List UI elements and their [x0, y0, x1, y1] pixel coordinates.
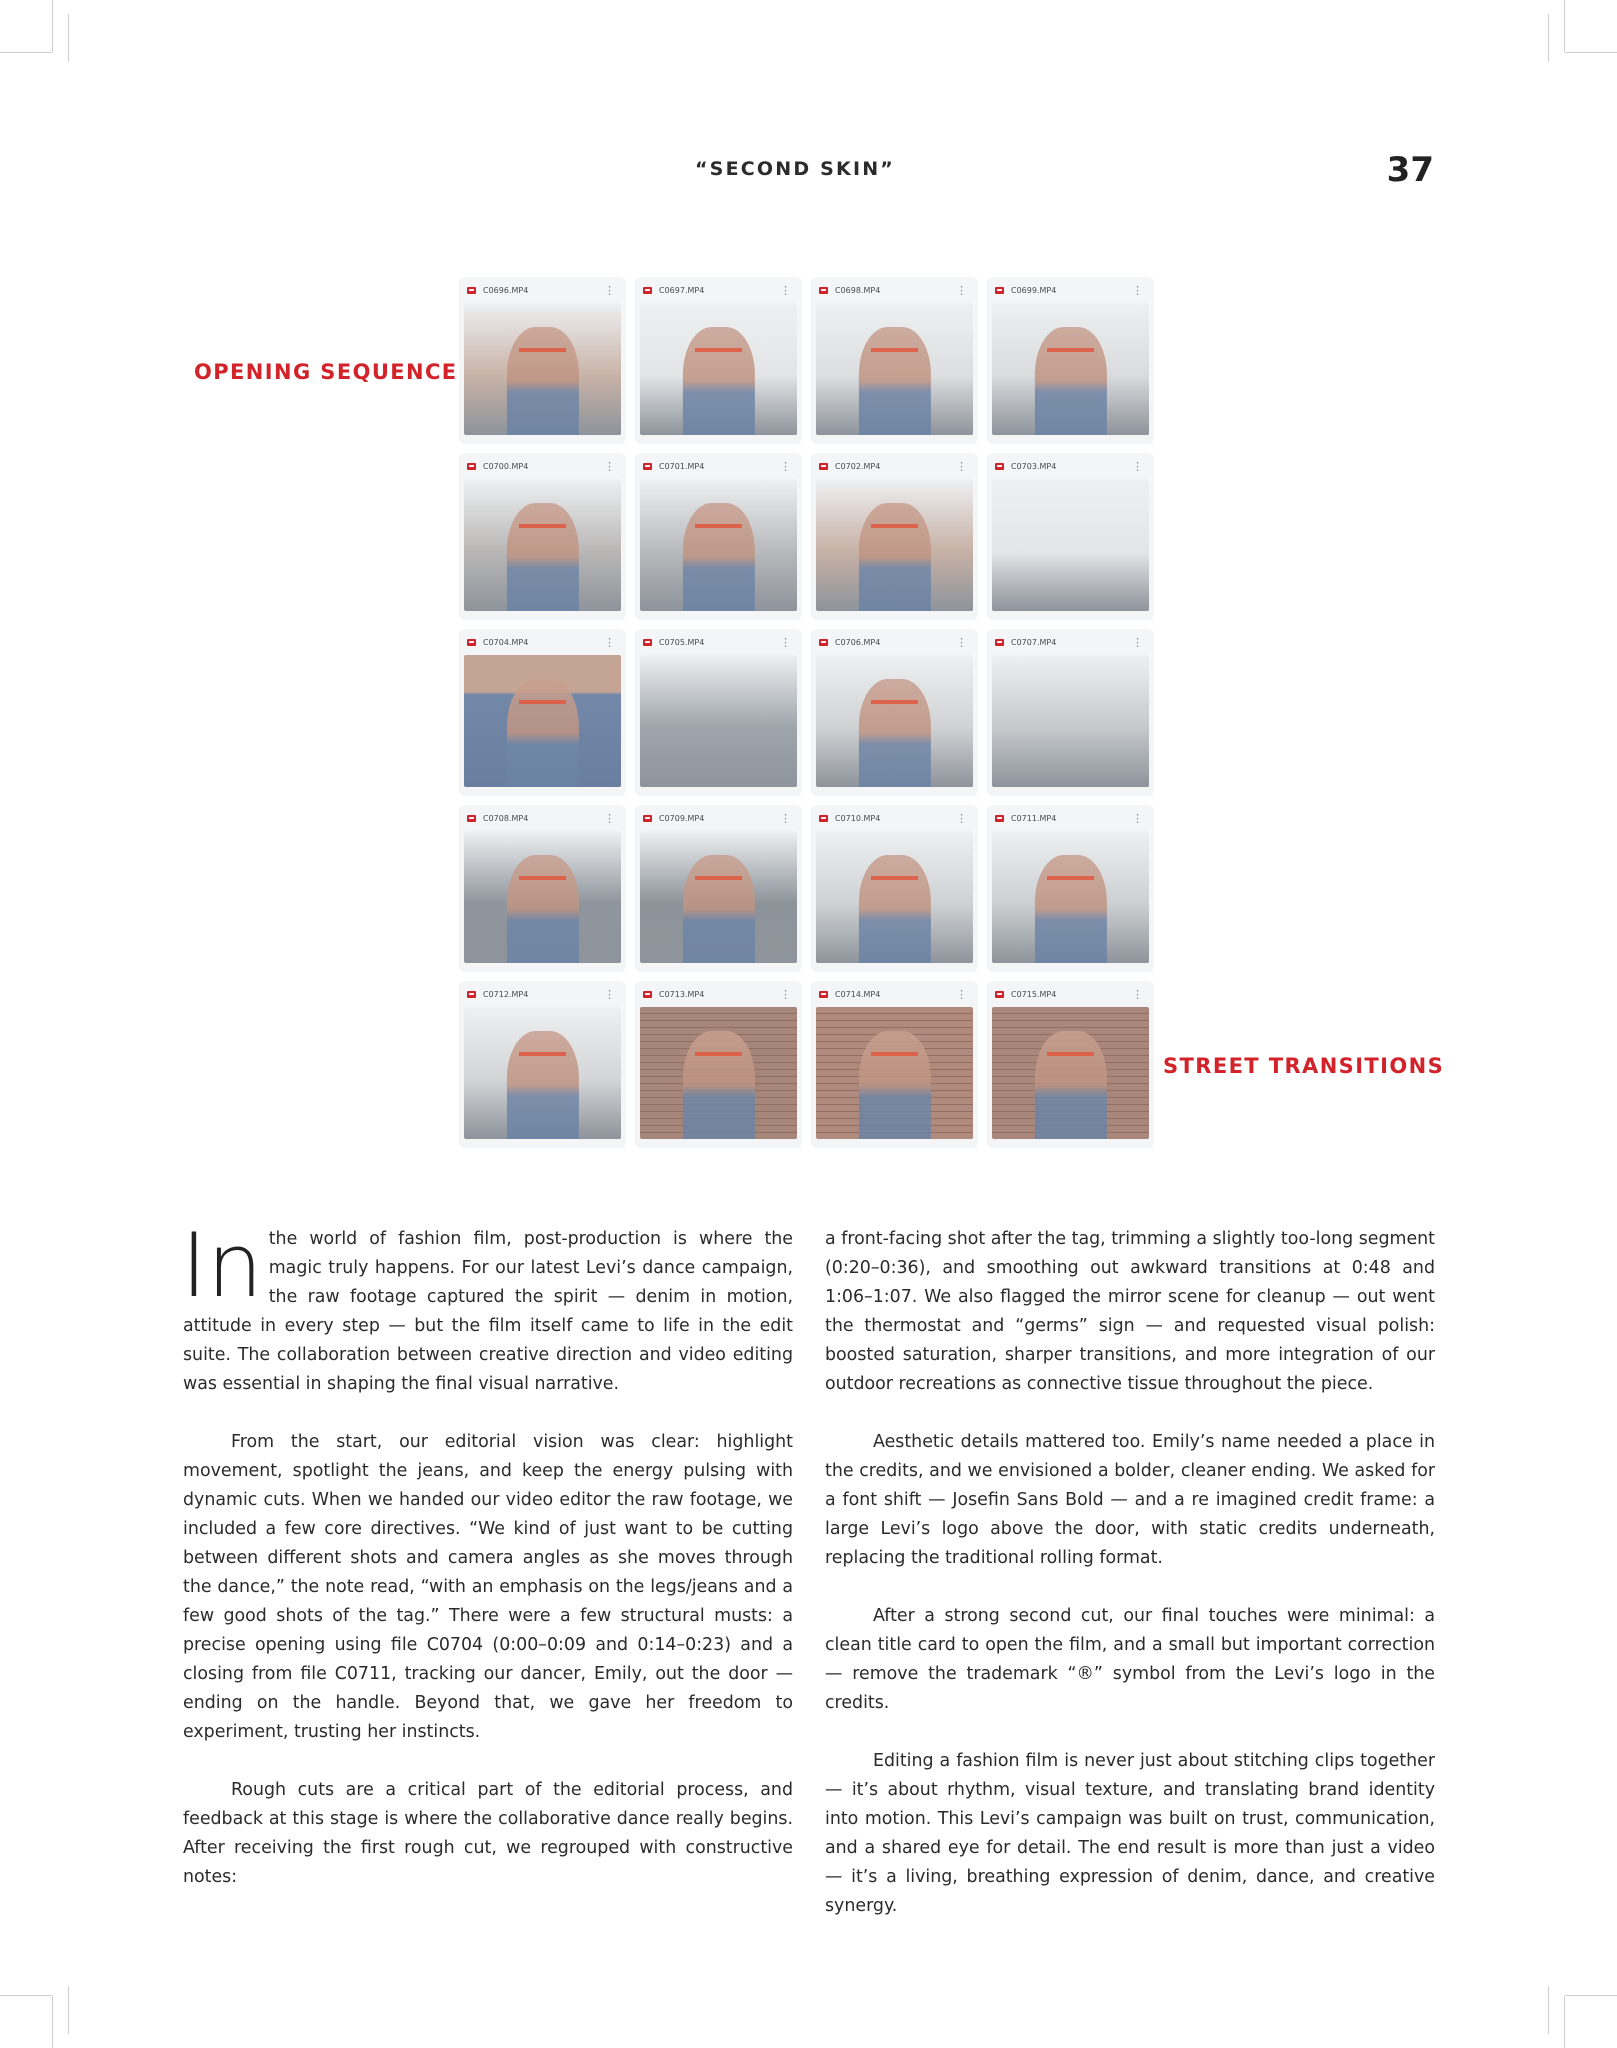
video-file-icon	[643, 463, 652, 470]
clip-filename: C0709.MP4	[659, 813, 705, 823]
dancer-figure	[1034, 327, 1106, 435]
video-file-icon	[995, 287, 1004, 294]
clip-tile-header	[816, 805, 973, 831]
dancer-figure	[506, 1031, 578, 1139]
clip-filename: C0701.MP4	[659, 461, 705, 471]
dancer-figure	[506, 855, 578, 963]
more-options-icon[interactable]: ⋮	[780, 811, 791, 825]
video-file-icon	[819, 991, 828, 998]
crop-mark	[1564, 1996, 1565, 2048]
crop-mark	[52, 1996, 53, 2048]
red-top-strap	[1047, 1052, 1094, 1056]
red-top-strap	[871, 876, 918, 880]
paragraph: Rough cuts are a critical part of the editorial process, and feedback at this stage is where the collaborative dance really begins. After receiving the first rough cut, we regrouped with constructive notes:	[183, 1780, 793, 1887]
clip-tile-header	[816, 629, 973, 655]
clip-tile-header	[464, 805, 621, 831]
clip-filename: C0698.MP4	[835, 285, 881, 295]
red-top-strap	[871, 348, 918, 352]
clip-filename: C0706.MP4	[835, 637, 881, 647]
clip-filename: C0703.MP4	[1011, 461, 1057, 471]
video-file-icon	[643, 287, 652, 294]
clip-filename: C0696.MP4	[483, 285, 529, 295]
clip-grid	[459, 277, 1154, 1148]
more-options-icon[interactable]: ⋮	[604, 459, 615, 473]
video-file-icon	[467, 287, 476, 294]
clip-thumbnail	[816, 1007, 973, 1139]
clip-filename: C0699.MP4	[1011, 285, 1057, 295]
dancer-figure	[858, 503, 930, 611]
clip-thumbnail	[992, 303, 1149, 435]
crop-mark	[1565, 1995, 1617, 1996]
opening-sequence-label: OPENING SEQUENCE	[194, 360, 458, 384]
clip-thumbnail	[992, 831, 1149, 963]
clip-tile-header	[464, 453, 621, 479]
video-file-icon	[643, 991, 652, 998]
dancer-figure	[506, 503, 578, 611]
clip-tile-header	[464, 981, 621, 1007]
clip-thumbnail	[816, 655, 973, 787]
clip-thumbnail	[816, 303, 973, 435]
more-options-icon[interactable]: ⋮	[956, 635, 967, 649]
more-options-icon[interactable]: ⋮	[780, 987, 791, 1001]
clip-tile[interactable]	[459, 629, 626, 796]
clip-tile-header	[640, 629, 797, 655]
crop-mark	[1564, 0, 1565, 52]
more-options-icon[interactable]: ⋮	[1132, 811, 1143, 825]
clip-tile[interactable]	[459, 277, 626, 444]
clip-thumbnail	[464, 479, 621, 611]
clip-tile-header	[464, 277, 621, 303]
more-options-icon[interactable]: ⋮	[604, 811, 615, 825]
clip-filename: C0714.MP4	[835, 989, 881, 999]
clip-filename: C0715.MP4	[1011, 989, 1057, 999]
clip-filename: C0708.MP4	[483, 813, 529, 823]
crop-mark	[52, 0, 53, 52]
clip-tile[interactable]	[987, 277, 1154, 444]
clip-tile[interactable]	[811, 981, 978, 1148]
red-top-strap	[695, 1052, 742, 1056]
clip-filename: C0712.MP4	[483, 989, 529, 999]
paragraph: Editing a fashion film is never just about stitching clips together — it’s about rhythm, visual texture, and translating brand identity into motion. This Levi’s campaign was built on trust, communication, and a shared eye for detail. The end result is more than just a video — it’s a living, breathing expression of denim, dance, and creative synergy.	[825, 1751, 1435, 1916]
clip-tile-header	[992, 629, 1149, 655]
more-options-icon[interactable]: ⋮	[1132, 459, 1143, 473]
clip-thumbnail	[816, 479, 973, 611]
clip-tile-header	[816, 453, 973, 479]
video-file-icon	[643, 815, 652, 822]
more-options-icon[interactable]: ⋮	[1132, 987, 1143, 1001]
clip-thumbnail	[464, 1007, 621, 1139]
crop-mark	[68, 1986, 69, 2034]
clip-thumbnail	[816, 831, 973, 963]
video-file-icon	[819, 287, 828, 294]
red-top-strap	[1047, 348, 1094, 352]
clip-filename: C0697.MP4	[659, 285, 705, 295]
more-options-icon[interactable]: ⋮	[956, 459, 967, 473]
video-file-icon	[819, 639, 828, 646]
clip-tile-header	[816, 981, 973, 1007]
video-file-icon	[467, 815, 476, 822]
clip-thumbnail	[464, 303, 621, 435]
clip-tile[interactable]	[811, 453, 978, 620]
clip-thumbnail	[464, 655, 621, 787]
clip-tile-header	[464, 629, 621, 655]
red-top-strap	[519, 876, 566, 880]
more-options-icon[interactable]: ⋮	[780, 459, 791, 473]
clip-filename: C0702.MP4	[835, 461, 881, 471]
clip-filename: C0711.MP4	[1011, 813, 1057, 823]
clip-thumbnail	[992, 479, 1149, 611]
clip-tile[interactable]	[459, 453, 626, 620]
paragraph: From the start, our editorial vision was clear: highlight movement, spotlight the jeans, and keep the energy pulsing with dynamic cuts. When we handed our video editor the raw footage, we included a few core directives. “We kind of just want to be cutting between different shots and camera angles as she moves through the dance,” the note read, “with an emphasis on the legs/jeans and a few good shots of the tag.” There were a few structural musts: a precise opening using file C0704 (0:00–0:09 and 0:14–0:23) and a closing from file C0711, tracking our dancer, Emily, out the door — ending on the handle. Beyond that, we gave her freedom to experiment, trusting her instincts.	[183, 1432, 793, 1742]
clip-thumbnail	[992, 1007, 1149, 1139]
crop-mark	[1548, 1986, 1549, 2034]
clip-thumbnail	[640, 831, 797, 963]
video-file-icon	[467, 463, 476, 470]
clip-thumbnail	[640, 479, 797, 611]
red-top-strap	[871, 1052, 918, 1056]
clip-tile[interactable]	[811, 629, 978, 796]
paragraph: After a strong second cut, our final touches were minimal: a clean title card to open the film, and a small but important correction — remove the trademark “®” symbol from the Levi’s logo in the credits.	[825, 1606, 1435, 1713]
paragraph-text: the world of fashion film, post-production is where the magic truly happens. For our latest Levi’s dance campaign, the raw footage captured the spirit — denim in motion, attitude in every step — but the film itself came to life in the edit suite. The collaboration between creative direction and video editing was essential in shaping the final visual narrative.	[183, 1229, 793, 1394]
clip-tile-header	[640, 805, 797, 831]
clip-tile[interactable]	[635, 805, 802, 972]
clip-tile[interactable]	[635, 629, 802, 796]
more-options-icon[interactable]: ⋮	[604, 635, 615, 649]
clip-tile[interactable]	[635, 277, 802, 444]
red-top-strap	[519, 700, 566, 704]
video-file-icon	[643, 639, 652, 646]
article-right-column	[825, 1225, 1435, 1950]
red-top-strap	[871, 700, 918, 704]
clip-thumbnail	[640, 1007, 797, 1139]
crop-mark	[1565, 52, 1617, 53]
red-top-strap	[695, 348, 742, 352]
dancer-figure	[682, 327, 754, 435]
paragraph	[181, 1214, 793, 1399]
dancer-figure	[1034, 1031, 1106, 1139]
video-file-icon	[467, 991, 476, 998]
clip-filename: C0704.MP4	[483, 637, 529, 647]
running-title: “SECOND SKIN”	[695, 158, 895, 180]
more-options-icon[interactable]: ⋮	[1132, 283, 1143, 297]
clip-thumbnail	[640, 655, 797, 787]
more-options-icon[interactable]: ⋮	[604, 283, 615, 297]
clip-tile[interactable]	[459, 805, 626, 972]
crop-mark	[0, 52, 52, 53]
video-file-icon	[819, 815, 828, 822]
clip-filename: C0713.MP4	[659, 989, 705, 999]
red-top-strap	[871, 524, 918, 528]
clip-tile[interactable]	[987, 629, 1154, 796]
more-options-icon[interactable]: ⋮	[604, 987, 615, 1001]
dancer-figure	[682, 503, 754, 611]
more-options-icon[interactable]: ⋮	[1132, 635, 1143, 649]
clip-filename: C0707.MP4	[1011, 637, 1057, 647]
clip-tile-header	[640, 453, 797, 479]
clip-tile[interactable]	[811, 805, 978, 972]
clip-tile-header	[640, 277, 797, 303]
crop-mark	[0, 1995, 52, 1996]
more-options-icon[interactable]: ⋮	[956, 283, 967, 297]
clip-filename: C0710.MP4	[835, 813, 881, 823]
clip-tile-header	[992, 981, 1149, 1007]
dancer-figure	[506, 679, 578, 787]
paragraph: Aesthetic details mattered too. Emily’s name needed a place in the credits, and we envisioned a bolder, cleaner ending. We asked for a font shift — Josefin Sans Bold — and a re imagined credit frame: a large Levi’s logo above the door, with static credits underneath, replacing the traditional rolling format.	[825, 1432, 1435, 1568]
dancer-figure	[858, 327, 930, 435]
more-options-icon[interactable]: ⋮	[956, 811, 967, 825]
clip-tile[interactable]	[811, 277, 978, 444]
dancer-figure	[1034, 855, 1106, 963]
red-top-strap	[519, 348, 566, 352]
clip-thumbnail	[992, 655, 1149, 787]
clip-tile[interactable]	[987, 805, 1154, 972]
red-top-strap	[695, 876, 742, 880]
clip-tile-header	[816, 277, 973, 303]
clip-filename: C0700.MP4	[483, 461, 529, 471]
page-number: 37	[1386, 150, 1434, 190]
dancer-figure	[858, 679, 930, 787]
dancer-figure	[858, 855, 930, 963]
dancer-figure	[506, 327, 578, 435]
crop-mark	[68, 14, 69, 62]
video-file-icon	[995, 639, 1004, 646]
clip-tile[interactable]	[987, 981, 1154, 1148]
clip-tile-header	[992, 277, 1149, 303]
more-options-icon[interactable]: ⋮	[780, 283, 791, 297]
dancer-figure	[682, 855, 754, 963]
red-top-strap	[519, 1052, 566, 1056]
clip-tile[interactable]	[635, 981, 802, 1148]
clip-thumbnail	[464, 831, 621, 963]
crop-mark	[1548, 14, 1549, 62]
clip-tile-header	[992, 453, 1149, 479]
video-file-icon	[995, 463, 1004, 470]
video-file-icon	[995, 991, 1004, 998]
video-file-icon	[467, 639, 476, 646]
video-file-icon	[995, 815, 1004, 822]
video-file-icon	[819, 463, 828, 470]
article-left-column	[181, 1214, 793, 1921]
more-options-icon[interactable]: ⋮	[956, 987, 967, 1001]
drop-cap: In	[181, 1214, 263, 1317]
clip-tile[interactable]	[635, 453, 802, 620]
red-top-strap	[1047, 876, 1094, 880]
clip-filename: C0705.MP4	[659, 637, 705, 647]
dancer-figure	[858, 1031, 930, 1139]
red-top-strap	[519, 524, 566, 528]
clip-tile[interactable]	[987, 453, 1154, 620]
clip-tile[interactable]	[459, 981, 626, 1148]
clip-thumbnail	[640, 303, 797, 435]
paragraph: a front-facing shot after the tag, trimming a slightly too-long segment (0:20–0:36), and smoothing out awkward transitions at 0:48 and 1:06–1:07. We also flagged the mirror scene for cleanup — out went the thermostat and “germs” sign — and requested visual polish: boosted saturation, sharper transitions, and more integration of our outdoor recreations as connective tissue throughout the piece.	[825, 1229, 1435, 1394]
red-top-strap	[695, 524, 742, 528]
dancer-figure	[682, 1031, 754, 1139]
clip-tile-header	[640, 981, 797, 1007]
more-options-icon[interactable]: ⋮	[780, 635, 791, 649]
clip-tile-header	[992, 805, 1149, 831]
street-transitions-label: STREET TRANSITIONS	[1163, 1054, 1445, 1078]
